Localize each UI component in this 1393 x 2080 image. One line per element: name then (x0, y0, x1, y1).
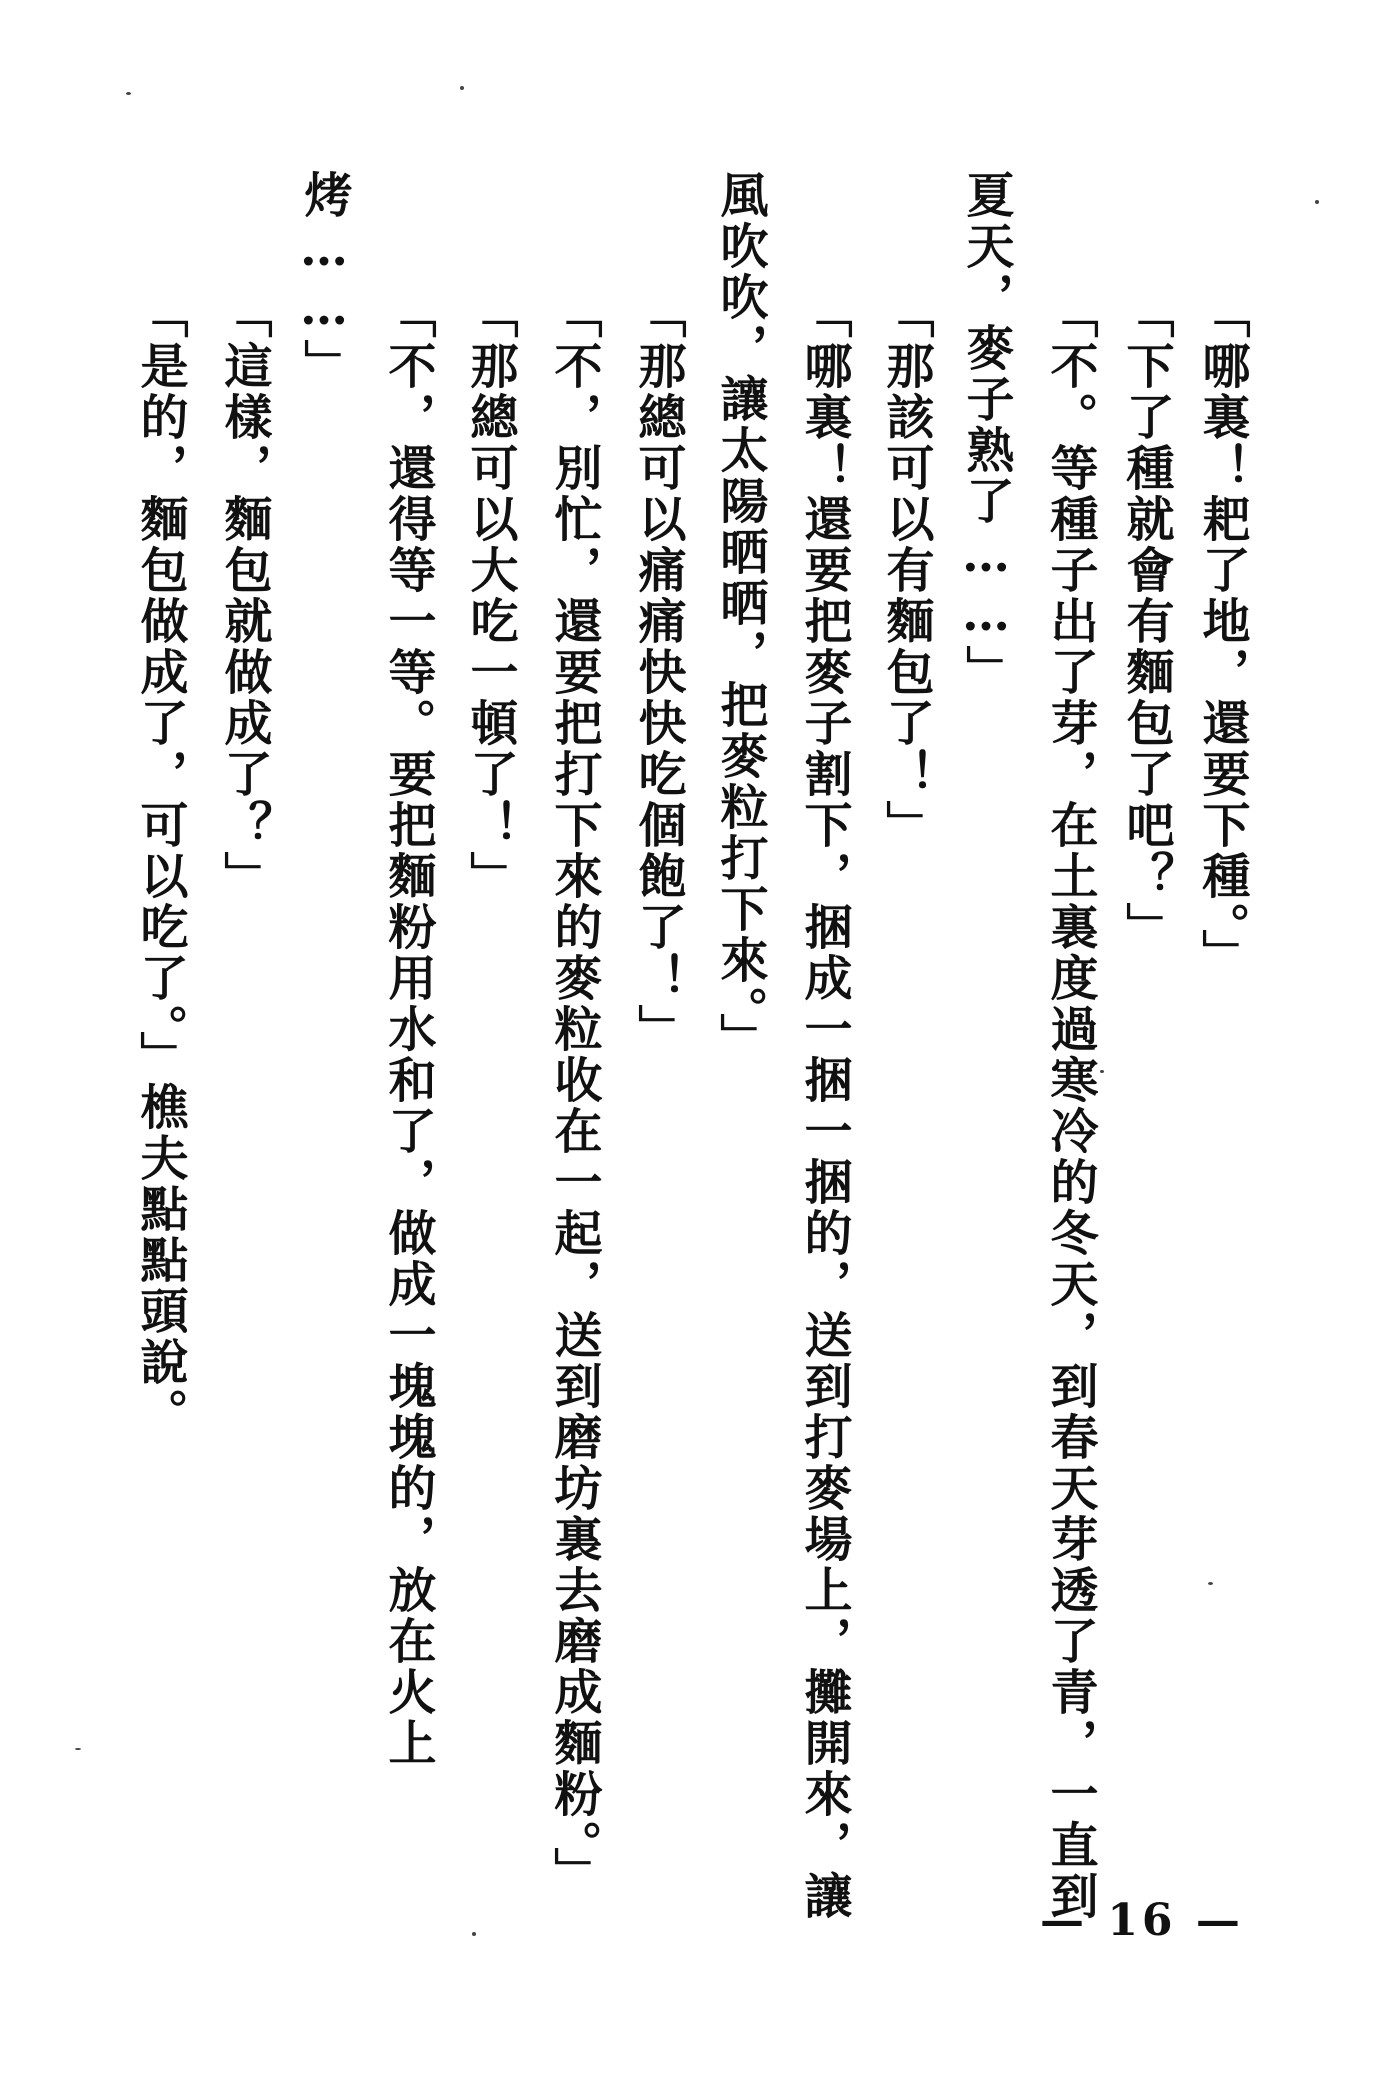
scan-speck (1100, 1070, 1104, 1073)
scan-speck (460, 86, 464, 90)
text-column-13: 「這樣，麵包就做成了？」 (216, 290, 272, 902)
text-column-8: 「那總可以痛痛快快吃個飽了！」 (630, 290, 686, 1055)
text-column-6: 「哪裏！還要把麥子割下，捆成一捆一捆的，送到打麥場上，攤開來，讓 (796, 290, 852, 1922)
text-column-5: 「那該可以有麵包了！」 (878, 290, 934, 851)
text-column-2: 「下了種就會有麵包了吧？」 (1118, 290, 1174, 953)
scan-speck (1315, 200, 1319, 204)
scan-speck (75, 1748, 81, 1750)
text-column-1: 「哪裏！耙了地，還要下種。」 (1194, 290, 1250, 980)
text-column-11: 「不，還得等一等。要把麵粉用水和了，做成一塊塊的，放在火上 (380, 290, 436, 1769)
scan-speck (472, 1932, 476, 1936)
text-column-14: 「是的，麵包做成了，可以吃了。」樵夫點點頭說。 (132, 290, 188, 1439)
text-column-10: 「那總可以大吃一頓了！」 (462, 290, 518, 902)
text-column-4: 夏天，麥子熟了……」 (958, 170, 1014, 696)
scan-speck (126, 92, 131, 95)
text-column-7: 風吹吹，讓太陽晒晒，把麥粒打下來。」 (712, 170, 768, 1064)
scan-speck (1208, 1582, 1213, 1585)
text-column-12: 烤……」 (296, 170, 352, 390)
text-column-3: 「不。等種子出了芽，在土裏度過寒冷的冬天，到春天芽透了青，一直到 (1042, 290, 1098, 1922)
text-column-9: 「不，別忙，還要把打下來的麥粒收在一起，送到磨坊裏去磨成麵粉。」 (546, 290, 602, 1898)
page-number: — 16 — (1040, 1895, 1244, 1946)
